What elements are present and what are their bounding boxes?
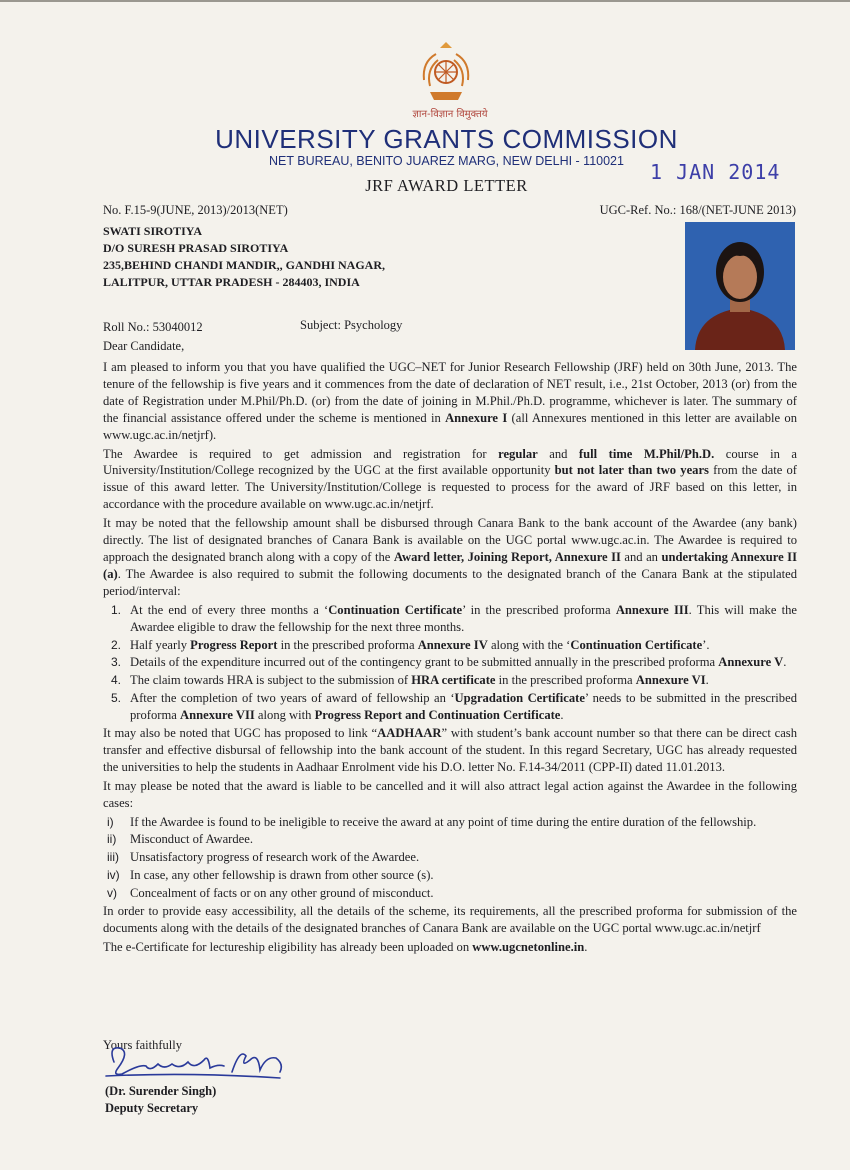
item-text: along with the ‘: [487, 637, 571, 652]
item-bold: Annexure V: [718, 655, 784, 670]
item-text: ’ needs to be submitted in the prescribed proforma: [130, 691, 797, 723]
ugc-emblem-icon: [416, 42, 476, 106]
list-marker: v): [107, 886, 117, 901]
p2-bold-fulltime: full time M.Phil/Ph.D.: [578, 446, 715, 461]
item-bold: Progress Report and Continuation Certificate: [314, 708, 561, 723]
list-marker: i): [107, 814, 114, 829]
list-marker: ii): [107, 832, 117, 847]
p2-bold-regular: regular: [498, 446, 538, 461]
p3-text-end: . The Awardee is also required to submit the following documents to the designated branch of the Canara Bank at the stipulated period/interval:: [103, 566, 797, 598]
p1-text-end: (all Annexures mentioned in this letter are available on www.ugc.ac.in/netjrf).: [103, 410, 797, 442]
salutation: Dear Candidate,: [103, 339, 185, 353]
file-number: No. F.15-9(JUNE, 2013)/2013(NET): [103, 203, 288, 217]
org-address: NET BUREAU, BENITO JUAREZ MARG, NEW DELHI - 110021: [269, 154, 624, 168]
addressee-name: SWATI SIROTIYA: [103, 224, 203, 238]
item-text: in the prescribed proforma: [277, 637, 418, 652]
item-bold: Continuation Certificate: [328, 602, 463, 617]
p7-bold-url: www.ugcnetonline.in: [472, 939, 585, 954]
date-stamp: 1 JAN 2014: [650, 160, 781, 184]
item-bold: Annexure III: [615, 602, 689, 617]
p2-text: course in a University/Institution/College recognized by the UGC at the first available opportunity: [103, 446, 798, 478]
scan-edge: [0, 0, 850, 2]
paragraph-7: [103, 939, 797, 956]
list-item: [103, 672, 797, 689]
p2-text-end: from the date of issue of this award letter. The University/Institution/College is requested to process for the award of JRF based on this letter, in accordance with the procedure available on www.ugc.ac.in/netjrf.: [103, 463, 797, 512]
list-item: [103, 654, 797, 671]
document-title: JRF AWARD LETTER: [365, 176, 528, 195]
list-marker: 5.: [111, 691, 122, 706]
p3-bold-docs: Award letter, Joining Report, Annexure II: [393, 549, 621, 564]
addressee-line2: LALITPUR, UTTAR PRADESH - 284403, INDIA: [103, 275, 360, 289]
item-bold: HRA certificate: [411, 673, 496, 688]
p2-text: The Awardee is required to get admission and registration for: [103, 446, 499, 461]
p3-text: It may be noted that the fellowship amount shall be disbursed through Canara Bank to the bank account of the Awardee (any bank) directly. The list of designated branches of Canara Bank is available on the UGC portal www.ugc.ac.in. The Awardee is required to approach the designated branch along with a copy of the: [103, 516, 797, 564]
signer-name: (Dr. Surender Singh): [105, 1084, 217, 1098]
list-marker: 3.: [111, 655, 122, 670]
item-text: Details of the expenditure incurred out of the contingency grant to be submitted annually in the prescribed proforma: [130, 655, 719, 670]
item-text: The claim towards HRA is subject to the submission of: [130, 673, 412, 688]
list-item: [103, 885, 797, 902]
paragraph-2: [103, 446, 797, 514]
list-item: [103, 849, 797, 866]
addressee-line1: 235,BEHIND CHANDI MANDIR,, GANDHI NAGAR,: [103, 258, 386, 272]
item-bold: Progress Report: [190, 637, 278, 652]
subject: Subject: Psychology: [300, 318, 403, 332]
list-item: [103, 602, 797, 636]
signer-block: [105, 1083, 216, 1117]
signer-designation: Deputy Secretary: [105, 1101, 199, 1115]
p7-text-end: .: [584, 939, 588, 954]
p3-bold-undertaking: undertaking Annexure II (a): [103, 549, 797, 581]
document-requirements-list: [103, 602, 797, 724]
item-text: along with: [254, 708, 315, 723]
letter-body: [103, 359, 797, 958]
p1-text: I am pleased to inform you that you have qualified the UGC–NET for Junior Research Fellowship (JRF) held on 30th June, 2013. The tenure of the fellowship is five years and it commences from the date of declaration of NET result, i.e., 21st October, 2013 (or) from the date of Registration under M.Phil/Ph.D. (or) from the date of joining in M.Phil./Ph.D. programme, whichever is later. The summary of the financial assistance offered under the scheme is mentioned in: [103, 360, 797, 425]
item-text: ’.: [702, 637, 710, 652]
roll-number: Roll No.: 53040012: [103, 320, 203, 334]
list-item: [103, 637, 797, 654]
item-text: in the prescribed proforma: [495, 673, 636, 688]
list-marker: 2.: [111, 637, 122, 652]
item-text: In case, any other fellowship is drawn from other source (s).: [130, 868, 434, 883]
list-marker: 4.: [111, 673, 122, 688]
list-marker: iv): [107, 868, 120, 883]
p4-bold-aadhaar: AADHAAR: [377, 726, 442, 741]
candidate-photo: [685, 222, 795, 350]
item-bold: Annexure IV: [417, 637, 488, 652]
p3-text: and an: [620, 549, 662, 564]
list-item: [103, 690, 797, 724]
paragraph-6: In order to provide easy accessibility, all the details of the scheme, its requirements, all the prescribed proforma for submission of the documents along with the details of the designated branches of Canara Bank are available on the UGC portal www.ugc.ac.in/netjrf: [103, 904, 797, 935]
item-bold: Continuation Certificate: [570, 637, 703, 652]
item-text: Concealment of facts or on any other ground of misconduct.: [130, 886, 434, 901]
list-item: [103, 831, 797, 848]
item-bold: Annexure VI: [635, 673, 706, 688]
item-text: .: [705, 673, 709, 688]
item-text: .: [560, 708, 564, 723]
item-text: Misconduct of Awardee.: [130, 832, 253, 847]
motto: ज्ञान-विज्ञान विमुक्तये: [412, 109, 488, 120]
p2-text: and: [537, 446, 579, 461]
list-item: [103, 867, 797, 884]
cancellation-cases-list: [103, 814, 797, 903]
item-text: ’ in the prescribed proforma: [462, 602, 616, 617]
p1-annexure: Annexure I: [445, 410, 508, 425]
addressee-block: [103, 223, 385, 291]
item-bold: Annexure VII: [180, 708, 255, 723]
p4-text-end: ” with student’s bank account number so that there can be direct cash transfer and effective disbursal of fellowship into the bank account of the student. In this regard Secretary, UGC has already requested the universities to help the students in Aadhaar Enrolment vide his D.O. letter No. F.14-34/2011 (CPP-II) dated 11.01.2013.: [103, 726, 797, 774]
item-text: After the completion of two years of award of fellowship an ‘: [130, 691, 455, 706]
item-text: Half yearly: [130, 637, 191, 652]
closing-line: Yours faithfully: [103, 1038, 182, 1052]
item-bold: Upgradation Certificate: [454, 691, 585, 706]
item-text: .: [783, 655, 787, 670]
p4-text: It may also be noted that UGC has proposed to link “: [103, 726, 378, 741]
item-text: Unsatisfactory progress of research work of the Awardee.: [130, 850, 420, 865]
list-item: [103, 814, 797, 831]
paragraph-1: [103, 359, 797, 444]
p2-bold-deadline: but not later than two years: [554, 463, 709, 478]
paragraph-4: [103, 725, 797, 776]
item-text: If the Awardee is found to be ineligible to receive the award at any point of time during the entire duration of the fellowship.: [130, 814, 757, 829]
p7-text: The e-Certificate for lectureship eligibility has already been uploaded on: [103, 939, 473, 954]
item-text: At the end of every three months a ‘: [130, 602, 329, 617]
list-marker: 1.: [111, 602, 122, 617]
addressee-parent: D/O SURESH PRASAD SIROTIYA: [103, 241, 289, 255]
paragraph-5: It may please be noted that the award is liable to be cancelled and it will also attract legal action against the Awardee in the following cases:: [103, 778, 797, 810]
paragraph-3: [103, 515, 797, 600]
list-marker: iii): [107, 850, 119, 865]
ugc-reference: UGC-Ref. No.: 168/(NET-JUNE 2013): [599, 203, 796, 217]
item-text: . This will make the Awardee eligible to draw the fellowship for the next three months.: [130, 602, 797, 634]
org-name: UNIVERSITY GRANTS COMMISSION: [215, 124, 678, 154]
